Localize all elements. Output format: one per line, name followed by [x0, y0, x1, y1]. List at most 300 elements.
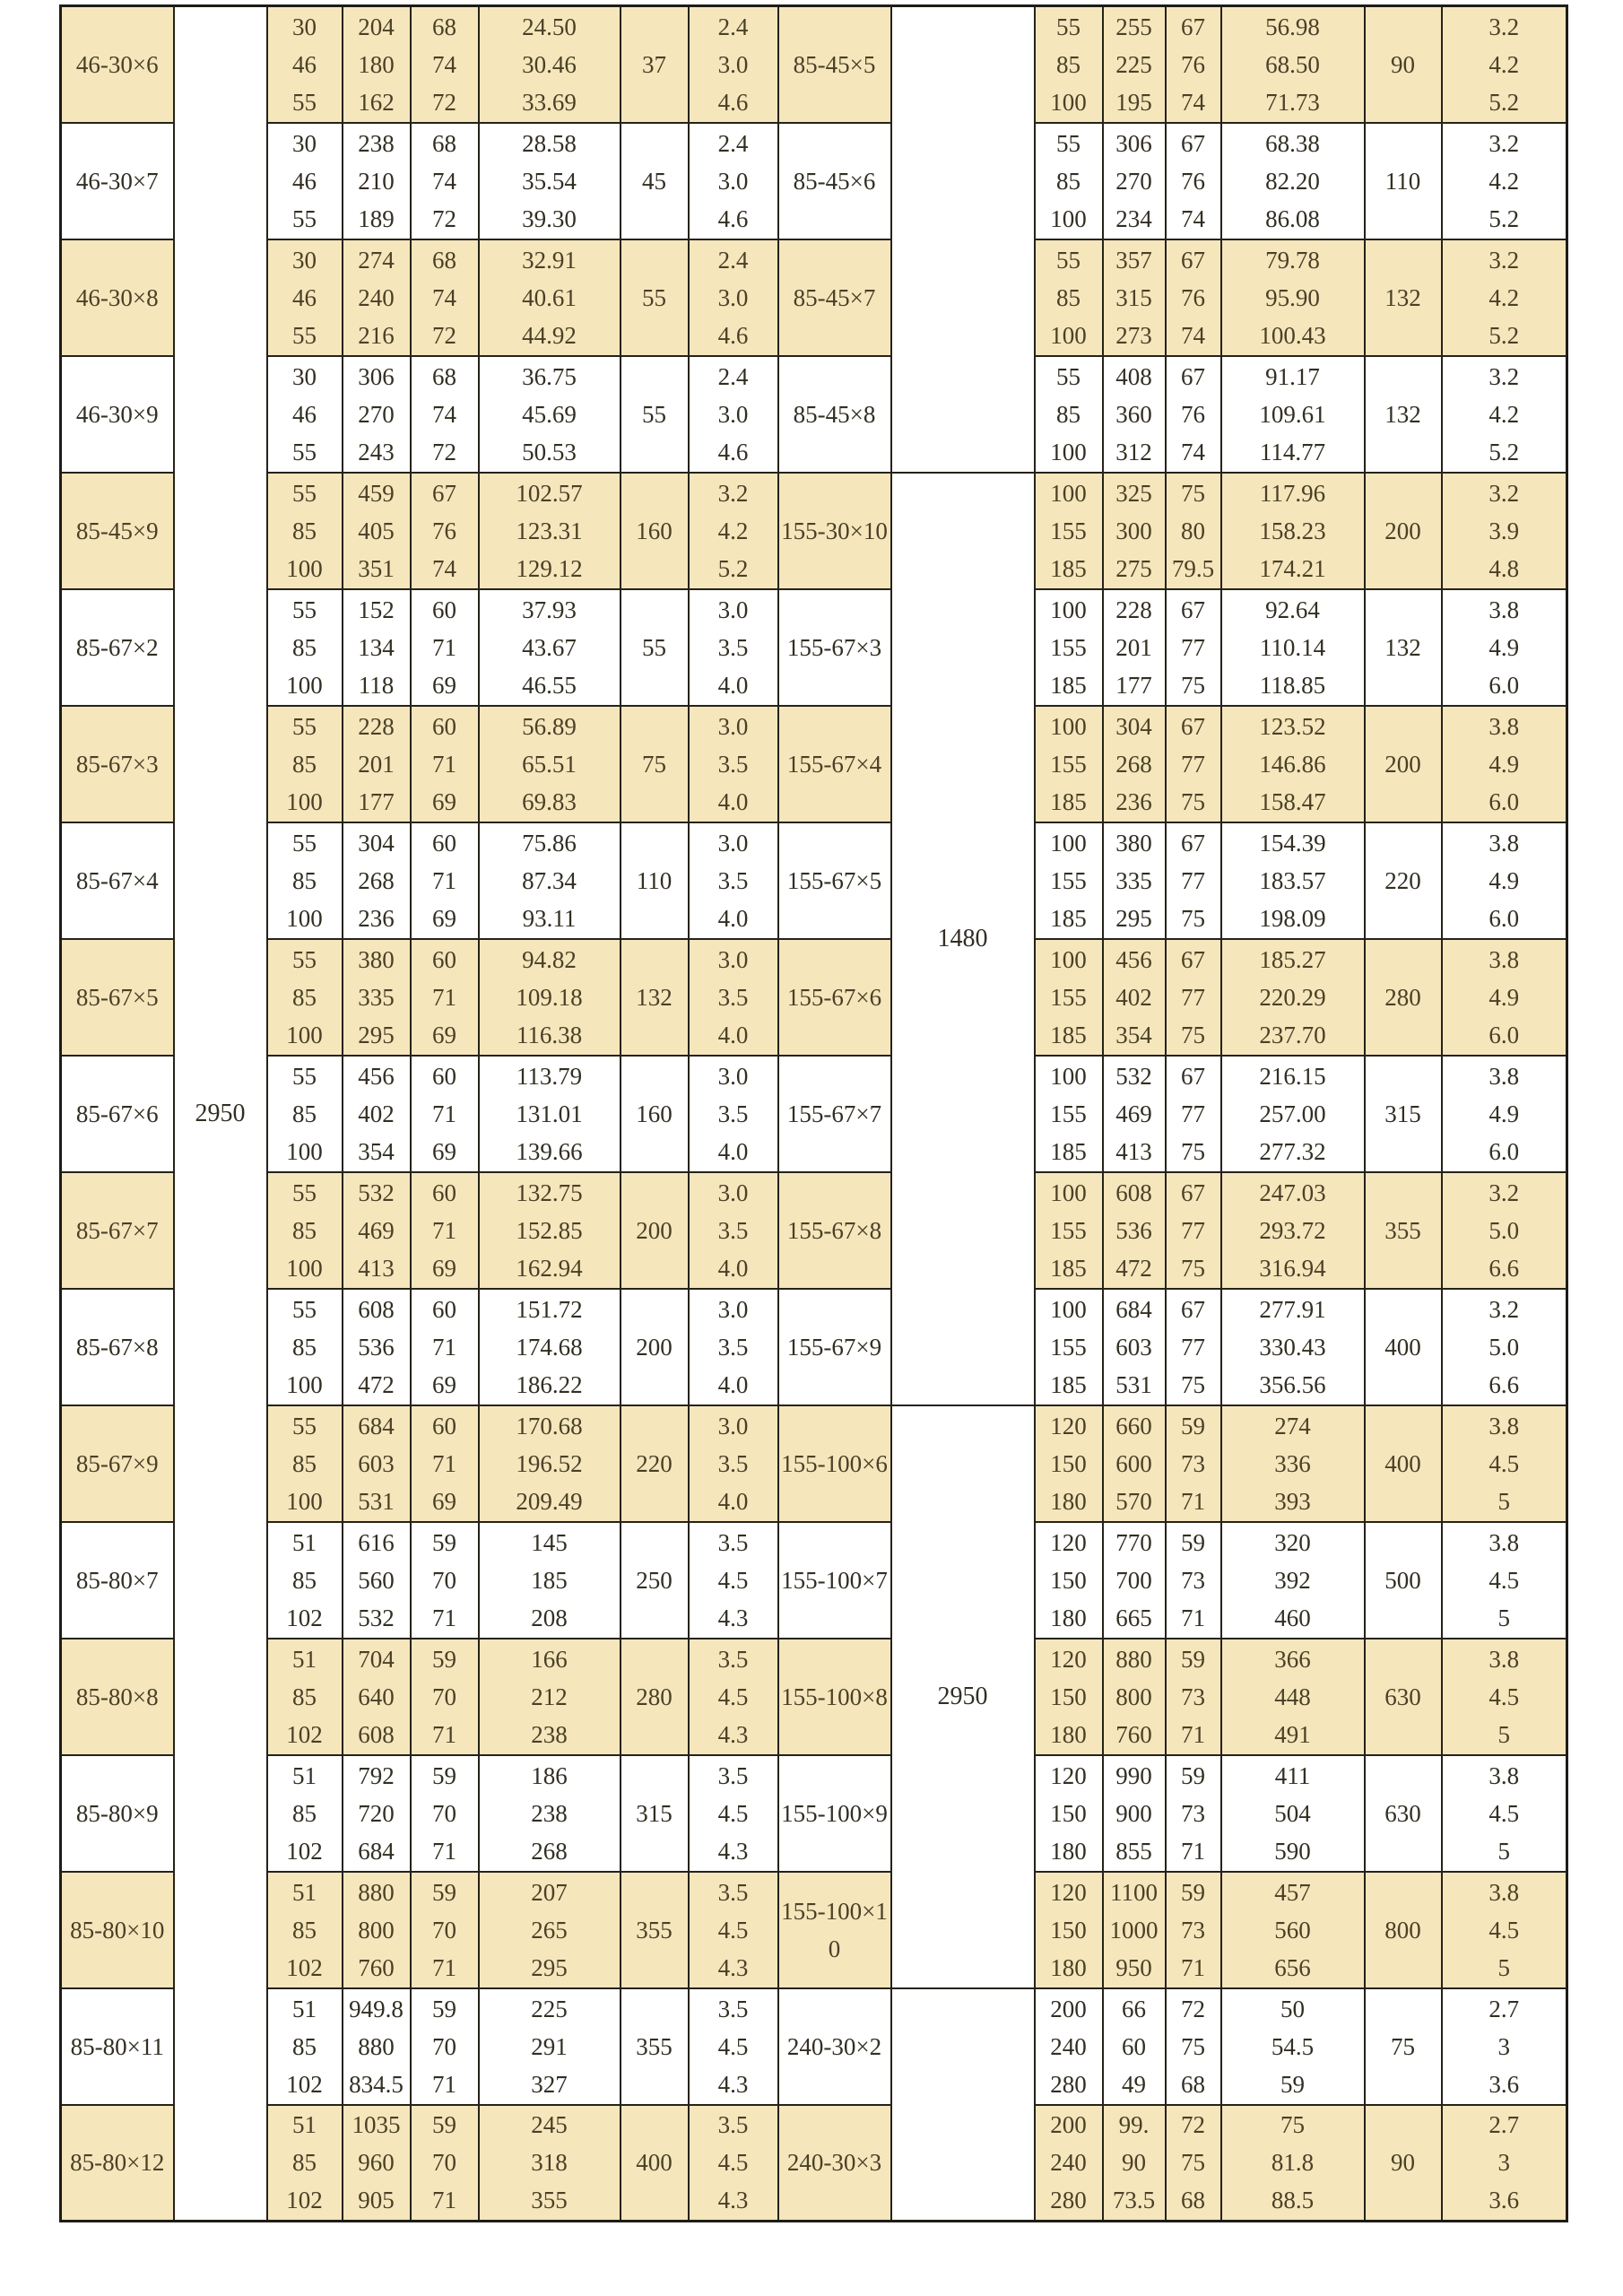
value-line: 185: [1050, 1021, 1087, 1048]
value-line: 327: [531, 2070, 568, 2098]
model-cell: 155-67×8: [778, 1172, 891, 1289]
value-line: 990: [1115, 1761, 1152, 1789]
value-line: 1100: [1110, 1878, 1158, 1906]
shaft-power-cell: [1221, 239, 1365, 356]
npsh-cell: [1442, 1522, 1567, 1639]
value-line: 180: [1050, 1720, 1087, 1748]
value-line: 75: [1181, 479, 1205, 507]
value-line: 4.8: [1488, 554, 1520, 582]
value-line: 356.56: [1259, 1370, 1326, 1398]
value-line: 59: [1181, 1878, 1205, 1906]
value-line: 3.8: [1488, 1062, 1520, 1090]
value-line: 5.2: [1488, 88, 1520, 116]
value-line: 36.75: [522, 362, 577, 390]
value-line: 603: [358, 1449, 395, 1477]
value-line: 77: [1181, 1333, 1205, 1361]
value-line: 5: [1497, 1720, 1510, 1748]
value-line: 834.5: [349, 2070, 404, 2098]
value-line: 4.9: [1488, 633, 1520, 661]
value-line: 3.0: [717, 167, 749, 195]
value-line: 3.2: [1488, 13, 1520, 40]
value-line: 459: [358, 479, 395, 507]
value-line: 146.86: [1259, 750, 1326, 778]
motor-power-cell: 132: [621, 939, 689, 1056]
value-line: 330.43: [1259, 1333, 1326, 1361]
flow-rate-cell: [1035, 1405, 1103, 1522]
head-cell: [343, 706, 411, 822]
value-line: 800: [358, 1916, 395, 1944]
value-line: 600: [1115, 1449, 1152, 1477]
value-line: 100: [1050, 321, 1087, 349]
value-line: 59: [1280, 2070, 1305, 2098]
model-cell: 155-67×6: [778, 939, 891, 1056]
head-cell: [343, 1755, 411, 1872]
value-line: 3.5: [717, 983, 749, 1011]
flow-rate-cell: [1035, 1056, 1103, 1172]
value-line: 75: [1181, 1021, 1205, 1048]
value-line: 3.2: [1488, 1178, 1520, 1206]
value-line: 59: [1181, 1412, 1205, 1439]
value-line: 46: [292, 50, 317, 78]
value-line: 55: [292, 1178, 317, 1206]
shaft-power-cell: [479, 1172, 621, 1289]
efficiency-cell: [411, 822, 479, 939]
value-line: 74: [432, 283, 456, 311]
value-line: 67: [1181, 1295, 1205, 1323]
value-line: 55: [292, 596, 317, 623]
value-line: 85: [292, 633, 317, 661]
value-line: 81.8: [1271, 2149, 1315, 2177]
value-line: 109.61: [1259, 400, 1326, 428]
flow-rate-cell: [267, 123, 343, 239]
value-line: 102: [286, 1720, 323, 1748]
value-line: 325: [1115, 479, 1152, 507]
value-line: 460: [1274, 1604, 1311, 1631]
value-line: 4.3: [717, 1604, 749, 1631]
npsh-cell: [689, 822, 778, 939]
value-line: 185: [1050, 787, 1087, 815]
value-line: 472: [1115, 1254, 1152, 1282]
value-line: 240: [1050, 2149, 1087, 2177]
value-line: 85: [292, 866, 317, 894]
value-line: 56.89: [522, 712, 577, 740]
value-line: 85: [292, 1333, 317, 1361]
npsh-cell: [1442, 589, 1567, 706]
value-line: 100: [1050, 829, 1087, 857]
value-line: 60: [432, 1178, 456, 1206]
value-line: 306: [358, 362, 395, 390]
value-line: 46: [292, 167, 317, 195]
value-line: 392: [1274, 1566, 1311, 1594]
value-line: 660: [1115, 1412, 1152, 1439]
value-line: 210: [358, 167, 395, 195]
value-line: 2.7: [1488, 1995, 1520, 2022]
value-line: 85: [292, 2149, 317, 2177]
value-line: 30.46: [522, 50, 577, 78]
value-line: 73: [1181, 1799, 1205, 1827]
value-line: 59: [432, 1995, 456, 2022]
value-line: 247.03: [1259, 1178, 1326, 1206]
value-line: 71: [432, 1604, 456, 1631]
value-line: 355: [531, 2187, 568, 2214]
value-line: 855: [1115, 1837, 1152, 1865]
value-line: 85: [1056, 283, 1081, 311]
value-line: 212: [531, 1683, 568, 1710]
value-line: 4.9: [1488, 983, 1520, 1011]
motor-power-cell: 200: [621, 1172, 689, 1289]
value-line: 100: [1050, 712, 1087, 740]
table-row: [61, 939, 1567, 1056]
value-line: 760: [1115, 1720, 1152, 1748]
model-cell: 85-67×6: [61, 1056, 174, 1172]
value-line: 75: [1181, 787, 1205, 815]
value-line: 60: [432, 1295, 456, 1323]
value-line: 75: [1181, 904, 1205, 932]
value-line: 76: [1181, 400, 1205, 428]
value-line: 220.29: [1259, 983, 1326, 1011]
value-line: 68: [432, 129, 456, 157]
value-line: 73: [1181, 1683, 1205, 1710]
npsh-cell: [689, 356, 778, 473]
value-line: 129.12: [516, 554, 583, 582]
value-line: 504: [1274, 1799, 1311, 1827]
value-line: 30: [292, 362, 317, 390]
value-line: 208: [531, 1604, 568, 1631]
value-line: 150: [1050, 1566, 1087, 1594]
value-line: 4.5: [1488, 1449, 1520, 1477]
flow-rate-cell: [267, 239, 343, 356]
npsh-cell: [689, 706, 778, 822]
efficiency-cell: [1166, 2105, 1221, 2222]
value-line: 4.0: [717, 787, 749, 815]
npsh-cell: [1442, 2105, 1567, 2222]
value-line: 93.11: [522, 904, 577, 932]
value-line: 684: [358, 1837, 395, 1865]
efficiency-cell: [1166, 939, 1221, 1056]
value-line: 100.43: [1259, 321, 1326, 349]
value-line: 185: [1050, 904, 1087, 932]
head-cell: [343, 1522, 411, 1639]
value-line: 74: [432, 400, 456, 428]
value-line: 79.5: [1171, 554, 1215, 582]
shaft-power-cell: [479, 1988, 621, 2105]
shaft-power-cell: [479, 1522, 621, 1639]
shaft-power-cell: [479, 1755, 621, 1872]
value-line: 6.0: [1488, 1137, 1520, 1165]
value-line: 91.17: [1265, 362, 1320, 390]
value-line: 3.2: [717, 479, 749, 507]
flow-rate-cell: [1035, 239, 1103, 356]
flow-rate-cell: [267, 1056, 343, 1172]
motor-power-cell: 400: [1365, 1405, 1442, 1522]
value-line: 295: [1115, 904, 1152, 932]
model-cell: 85-67×7: [61, 1172, 174, 1289]
motor-power-cell: 220: [1365, 822, 1442, 939]
value-line: 457: [1274, 1878, 1311, 1906]
value-line: 351: [358, 554, 395, 582]
model-cell: 85-67×5: [61, 939, 174, 1056]
value-line: 4.5: [717, 1799, 749, 1827]
value-line: 67: [1181, 829, 1205, 857]
value-line: 255: [1115, 13, 1152, 40]
value-line: 74: [432, 50, 456, 78]
value-line: 77: [1181, 866, 1205, 894]
value-line: 532: [358, 1604, 395, 1631]
value-line: 54.5: [1271, 2032, 1315, 2060]
value-line: 2.7: [1488, 2111, 1520, 2139]
value-line: 114.77: [1259, 438, 1326, 465]
value-line: 59: [432, 1761, 456, 1789]
value-line: 55: [292, 1062, 317, 1090]
value-line: 118: [358, 671, 395, 699]
value-line: 4.2: [1488, 283, 1520, 311]
value-line: 76: [1181, 283, 1205, 311]
value-line: 195: [1115, 88, 1152, 116]
value-line: 74: [1181, 321, 1205, 349]
value-line: 82.20: [1265, 167, 1320, 195]
flow-rate-cell: [1035, 822, 1103, 939]
value-line: 234: [1115, 204, 1152, 232]
value-line: 949.8: [349, 1995, 404, 2022]
value-line: 100: [1050, 1295, 1087, 1323]
value-line: 3.5: [717, 1333, 749, 1361]
flow-rate-cell: [1035, 1522, 1103, 1639]
efficiency-cell: [411, 1522, 479, 1639]
value-line: 570: [1115, 1487, 1152, 1515]
motor-power-cell: 200: [621, 1289, 689, 1405]
shaft-power-cell: [1221, 1405, 1365, 1522]
efficiency-cell: [411, 1056, 479, 1172]
efficiency-cell: [1166, 123, 1221, 239]
npsh-cell: [1442, 1988, 1567, 2105]
model-cell: 85-80×10: [61, 1872, 174, 1988]
value-line: 277.91: [1259, 1295, 1326, 1323]
value-line: 100: [286, 1021, 323, 1048]
value-line: 960: [358, 2149, 395, 2177]
value-line: 68: [1181, 2187, 1205, 2214]
value-line: 51: [292, 1645, 317, 1673]
value-line: 55: [1056, 246, 1081, 274]
shaft-power-cell: [479, 1872, 621, 1988]
model-cell: 155-100×9: [778, 1755, 891, 1872]
head-cell: [343, 356, 411, 473]
model-cell: 155-67×5: [778, 822, 891, 939]
efficiency-cell: [1166, 1289, 1221, 1405]
value-line: 152: [358, 596, 395, 623]
shaft-power-cell: [479, 589, 621, 706]
value-line: 274: [358, 246, 395, 274]
model-cell: 85-80×8: [61, 1639, 174, 1755]
head-cell: [343, 1056, 411, 1172]
value-line: 5.2: [1488, 204, 1520, 232]
value-line: 100: [1050, 88, 1087, 116]
shaft-power-cell: [1221, 1639, 1365, 1755]
efficiency-cell: [1166, 1755, 1221, 1872]
efficiency-cell: [411, 356, 479, 473]
value-line: 185: [1050, 1254, 1087, 1282]
shaft-power-cell: [1221, 473, 1365, 589]
model-cell: 155-67×7: [778, 1056, 891, 1172]
value-line: 46: [292, 400, 317, 428]
value-line: 55: [292, 438, 317, 465]
value-line: 295: [358, 1021, 395, 1048]
value-line: 77: [1181, 1100, 1205, 1127]
value-line: 3.0: [717, 50, 749, 78]
model-cell: 85-45×7: [778, 239, 891, 356]
value-line: 225: [1115, 50, 1152, 78]
value-line: 74: [432, 554, 456, 582]
value-line: 120: [1050, 1645, 1087, 1673]
value-line: 3.5: [717, 2111, 749, 2139]
value-line: 2.4: [717, 362, 749, 390]
value-line: 70: [432, 2149, 456, 2177]
flow-rate-cell: [267, 822, 343, 939]
flow-rate-cell: [1035, 123, 1103, 239]
value-line: 5.0: [1488, 1216, 1520, 1244]
value-line: 162: [358, 88, 395, 116]
value-line: 402: [1115, 983, 1152, 1011]
value-line: 4.5: [717, 2149, 749, 2177]
model-cell: 155-67×4: [778, 706, 891, 822]
value-line: 4.5: [717, 2032, 749, 2060]
value-line: 100: [286, 904, 323, 932]
flow-rate-cell: [267, 1872, 343, 1988]
value-line: 71: [432, 1333, 456, 1361]
value-line: 4.6: [717, 88, 749, 116]
value-line: 71: [432, 750, 456, 778]
value-line: 59: [1181, 1761, 1205, 1789]
value-line: 3.0: [717, 1412, 749, 1439]
value-line: 59: [432, 1878, 456, 1906]
value-line: 720: [358, 1799, 395, 1827]
flow-rate-cell: [1035, 1755, 1103, 1872]
npsh-cell: [1442, 822, 1567, 939]
npsh-cell: [1442, 356, 1567, 473]
value-line: 75.86: [522, 829, 577, 857]
efficiency-cell: [1166, 706, 1221, 822]
value-line: 60: [432, 945, 456, 973]
value-line: 3.5: [717, 1528, 749, 1556]
value-line: 162.94: [516, 1254, 583, 1282]
table-row: [61, 1172, 1567, 1289]
value-line: 73: [1181, 1449, 1205, 1477]
efficiency-cell: [1166, 1872, 1221, 1988]
flow-rate-cell: [1035, 1289, 1103, 1405]
value-line: 70: [432, 1566, 456, 1594]
value-line: 4.0: [717, 1021, 749, 1048]
model-cell: 85-45×5: [778, 6, 891, 123]
value-line: 85: [292, 2032, 317, 2060]
value-line: 3.8: [1488, 1645, 1520, 1673]
value-line: 46: [292, 283, 317, 311]
value-line: 46.55: [522, 671, 577, 699]
value-line: 6.0: [1488, 1021, 1520, 1048]
head-cell: [343, 1872, 411, 1988]
npsh-cell: [689, 1872, 778, 1988]
value-line: 3.5: [717, 633, 749, 661]
head-cell: [343, 1639, 411, 1755]
value-line: 152.85: [516, 1216, 583, 1244]
value-line: 3.0: [717, 400, 749, 428]
shaft-power-cell: [479, 2105, 621, 2222]
value-line: 4.3: [717, 1720, 749, 1748]
model-cell: 85-45×8: [778, 356, 891, 473]
value-line: 5.2: [1488, 438, 1520, 465]
efficiency-cell: [1166, 239, 1221, 356]
value-line: 180: [1050, 1837, 1087, 1865]
efficiency-cell: [411, 239, 479, 356]
value-line: 85: [292, 1566, 317, 1594]
value-line: 4.3: [717, 1837, 749, 1865]
head-cell: [343, 1405, 411, 1522]
head-cell: [1103, 356, 1166, 473]
value-line: 3.0: [717, 945, 749, 973]
value-line: 4.5: [717, 1566, 749, 1594]
motor-power-cell: 75: [1365, 1988, 1442, 2105]
value-line: 275: [1115, 554, 1152, 582]
value-line: 257.00: [1259, 1100, 1326, 1127]
shaft-power-cell: [1221, 356, 1365, 473]
value-line: 5.2: [1488, 321, 1520, 349]
efficiency-cell: [1166, 473, 1221, 589]
value-line: 273: [1115, 321, 1152, 349]
value-line: 150: [1050, 1683, 1087, 1710]
value-line: 4.0: [717, 1487, 749, 1515]
motor-power-cell: 90: [1365, 2105, 1442, 2222]
efficiency-cell: [1166, 356, 1221, 473]
value-line: 180: [1050, 1953, 1087, 1981]
flow-rate-cell: [1035, 706, 1103, 822]
table-row: [61, 1522, 1567, 1639]
value-line: 51: [292, 2111, 317, 2139]
value-line: 393: [1274, 1487, 1311, 1515]
value-line: 60: [432, 829, 456, 857]
value-line: 67: [1181, 362, 1205, 390]
value-line: 335: [1115, 866, 1152, 894]
head-cell: [1103, 1172, 1166, 1289]
value-line: 158.23: [1259, 517, 1326, 544]
value-line: 237.70: [1259, 1021, 1326, 1048]
value-line: 4.0: [717, 1137, 749, 1165]
value-line: 456: [1115, 945, 1152, 973]
value-line: 3.8: [1488, 945, 1520, 973]
model-cell: 155-100×6: [778, 1405, 891, 1522]
value-line: 277.32: [1259, 1137, 1326, 1165]
value-line: 225: [531, 1995, 568, 2022]
value-line: 71: [432, 1837, 456, 1865]
value-line: 116.38: [516, 1021, 583, 1048]
value-line: 155: [1050, 1216, 1087, 1244]
value-line: 67: [1181, 13, 1205, 40]
value-line: 69.83: [522, 787, 577, 815]
model-cell: 155-67×3: [778, 589, 891, 706]
value-line: 201: [1115, 633, 1152, 661]
value-line: 448: [1274, 1683, 1311, 1710]
value-line: 640: [358, 1683, 395, 1710]
value-line: 95.90: [1265, 283, 1320, 311]
value-line: 75: [1181, 2032, 1205, 2060]
value-line: 76: [432, 517, 456, 544]
shaft-power-cell: [479, 473, 621, 589]
model-cell: 85-80×7: [61, 1522, 174, 1639]
value-line: 608: [358, 1295, 395, 1323]
value-line: 245: [531, 2111, 568, 2139]
value-line: 69: [432, 1021, 456, 1048]
flow-rate-cell: [267, 473, 343, 589]
head-cell: [1103, 1755, 1166, 1872]
motor-power-cell: 37: [621, 6, 689, 123]
head-cell: [343, 1988, 411, 2105]
